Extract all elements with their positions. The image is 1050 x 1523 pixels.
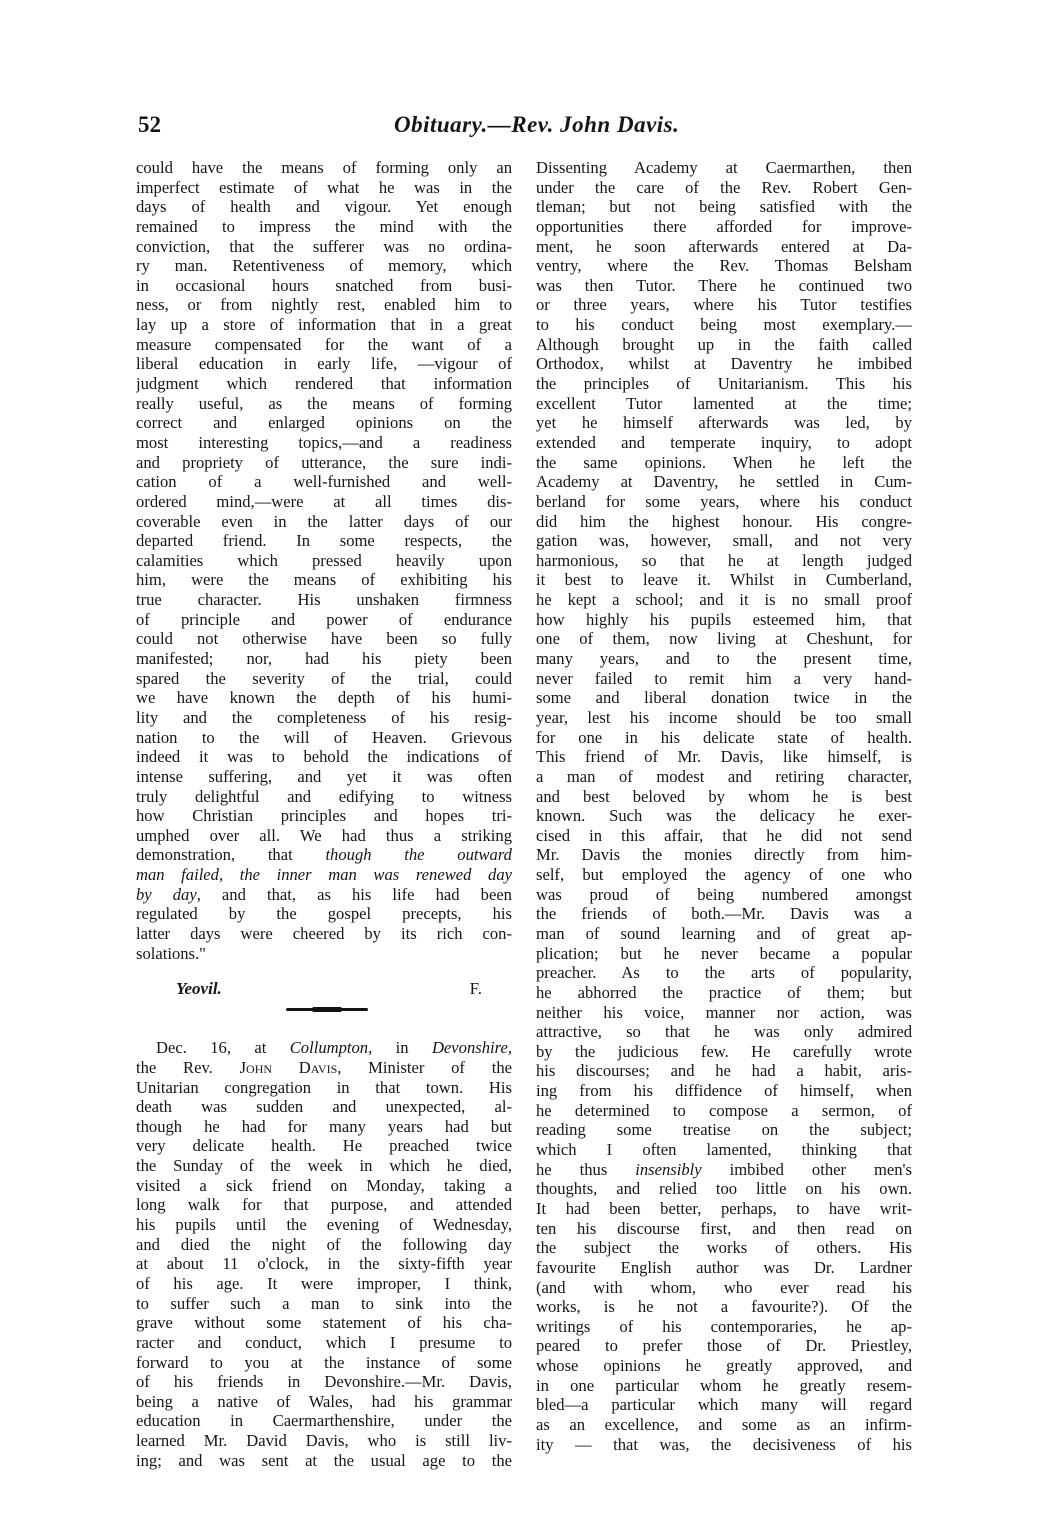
text-line: for one in his delicate state of health.	[536, 727, 912, 747]
text-line: intense suffering, and yet it was often	[136, 766, 512, 786]
text-line: indeed it was to behold the indications of	[136, 747, 512, 767]
text-line: imperfect estimate of what he was in the	[136, 177, 512, 197]
text-line: ventry, where the Rev. Thomas Belsham	[536, 256, 912, 276]
text-line: at about 11 o'clock, in the sixty-fifth year	[136, 1254, 512, 1274]
right-column	[536, 158, 912, 1454]
text-line: of principle and power of endurance	[136, 609, 512, 629]
text-line: (and with whom, who ever read his	[536, 1277, 912, 1297]
text-line: extended and temperate inquiry, to adopt	[536, 432, 912, 452]
text-line: yet he himself afterwards was led, by	[536, 413, 912, 433]
left-paragraph-2	[136, 1038, 512, 1470]
text-line: regulated by the gospel precepts, his	[136, 904, 512, 924]
text-line: did him the highest honour. His congre-	[536, 511, 912, 531]
text-span: imbibed other men's	[729, 1159, 912, 1179]
text-line: days of health and vigour. Yet enough	[136, 197, 512, 217]
text-line: could not otherwise have been so fully	[136, 629, 512, 649]
text-line: of his age. It were improper, I think,	[136, 1273, 512, 1293]
text-line: one of them, now living at Cheshunt, for	[536, 629, 912, 649]
text-line: thoughts, and relied too little on his own.	[536, 1179, 912, 1199]
text-line: ordered mind,—were at all times dis-	[136, 491, 512, 511]
text-line: writings of his contemporaries, he ap-	[536, 1316, 912, 1336]
text-line: lay up a store of information that in a great	[136, 315, 512, 335]
text-line: latter days were cheered by its rich con-	[136, 923, 512, 943]
text-line: ry man. Retentiveness of memory, which	[136, 256, 512, 276]
signoff-initial: F.	[469, 979, 482, 999]
text-line: Academy at Daventry, he settled in Cum-	[536, 472, 912, 492]
text-line: and best beloved by whom he is best	[536, 786, 912, 806]
text-line: his pupils until the evening of Wednesday,	[136, 1215, 512, 1235]
notice-name: John Davis	[239, 1057, 338, 1077]
text-line	[136, 865, 512, 885]
text-line: Orthodox, whilst at Daventry he imbibed	[536, 354, 912, 374]
text-line: correct and enlarged opinions on the	[136, 413, 512, 433]
left-paragraph-1	[136, 158, 512, 963]
text-line: calamities which pressed heavily upon	[136, 550, 512, 570]
notice-county: Devonshire	[431, 1038, 508, 1058]
text-line	[136, 845, 512, 865]
italic-phrase: by day	[136, 884, 197, 904]
text-line: or three years, where his Tutor testifies	[536, 295, 912, 315]
text-line: manifested; nor, had his piety been	[136, 649, 512, 669]
text-line: liberal education in early life, —vigour of	[136, 354, 512, 374]
text-line: self, but employed the agency of one who	[536, 865, 912, 885]
signoff-place: Yeovil.	[176, 979, 222, 999]
text-line: favourite English author was Dr. Lardner	[536, 1257, 912, 1277]
section-divider	[136, 1001, 512, 1019]
text-line: he kept a school; and it is no small proof	[536, 590, 912, 610]
text-line: of his friends in Devonshire.—Mr. Davis,	[136, 1372, 512, 1392]
text-line: ment, he soon afterwards entered at Da-	[536, 236, 912, 256]
text-line: berland for some years, where his conduct	[536, 491, 912, 511]
text-line: ing from his diffidence of himself, when	[536, 1081, 912, 1101]
text-line: as an excellence, and some as an infirm-	[536, 1415, 912, 1434]
text-line: and propriety of utterance, the sure indi-	[136, 452, 512, 472]
text-line: Although brought up in the faith called	[536, 334, 912, 354]
left-column	[136, 158, 512, 1470]
text-line	[136, 1058, 512, 1078]
text-line	[136, 1038, 512, 1058]
text-span: , Minister of the	[337, 1057, 512, 1077]
text-line: bled—a particular which many will regard	[536, 1395, 912, 1415]
text-line: being a native of Wales, had his grammar	[136, 1391, 512, 1411]
text-line: Dissenting Academy at Caermarthen, then	[536, 158, 912, 177]
text-line: man of sound learning and of great ap-	[536, 923, 912, 943]
text-line: the Sunday of the week in which he died,	[136, 1156, 512, 1176]
text-line: the subject the works of others. His	[536, 1238, 912, 1258]
text-line: death was sudden and unexpected, al-	[136, 1097, 512, 1117]
text-line: ten his discourse first, and then read on	[536, 1218, 912, 1238]
text-line: though he had for many years had but	[136, 1116, 512, 1136]
text-line: coverable even in the latter days of our	[136, 511, 512, 531]
text-line: a man of modest and retiring character,	[536, 766, 912, 786]
text-line: It had been better, perhaps, to have writ-	[536, 1198, 912, 1218]
text-line: neither his voice, manner nor action, was	[536, 1002, 912, 1022]
page-header	[138, 112, 910, 148]
text-line: under the care of the Rev. Robert Gen-	[536, 177, 912, 197]
text-line: long walk for that purpose, and attended	[136, 1195, 512, 1215]
text-line: harmonious, so that he at length judged	[536, 550, 912, 570]
text-span: the Rev.	[136, 1057, 213, 1077]
text-line: gation was, however, small, and not very	[536, 531, 912, 551]
text-line: known. Such was the delicacy he exer-	[536, 806, 912, 826]
text-line: preacher. As to the arts of popularity,	[536, 963, 912, 983]
text-line: attractive, so that he was only admired	[536, 1022, 912, 1042]
italic-phrase: though the outward	[325, 845, 512, 865]
text-line: peared to prefer those of Dr. Priestley,	[536, 1336, 912, 1356]
text-line: the principles of Unitarianism. This his	[536, 374, 912, 394]
text-line: cised in this affair, that he did not send	[536, 825, 912, 845]
notice-place: Collumpton	[289, 1038, 369, 1058]
text-span: , in	[368, 1038, 409, 1058]
text-line: by the judicious few. He carefully wrote	[536, 1041, 912, 1061]
text-line: conviction, that the sufferer was no ordina-	[136, 236, 512, 256]
text-line: was then Tutor. There he continued two	[536, 275, 912, 295]
text-line: true character. His unshaken firmness	[136, 590, 512, 610]
text-span: he thus	[536, 1159, 608, 1179]
text-line: he determined to compose a sermon, of	[536, 1100, 912, 1120]
text-line: education in Caermarthenshire, under the	[136, 1411, 512, 1431]
text-line: most interesting topics,—and a readiness	[136, 432, 512, 452]
text-line: ity — that was, the decisiveness of his	[536, 1434, 912, 1454]
text-line: grave without some statement of his cha-	[136, 1313, 512, 1333]
text-line: learned Mr. David Davis, who is still liv-	[136, 1431, 512, 1451]
text-line: forward to you at the instance of some	[136, 1352, 512, 1372]
text-line	[536, 1160, 912, 1180]
text-line: spared the severity of the trial, could	[136, 668, 512, 688]
text-line: measure compensated for the want of a	[136, 334, 512, 354]
text-line: cation of a well-furnished and well-	[136, 472, 512, 492]
text-line: it best to leave it. Whilst in Cumberland,	[536, 570, 912, 590]
italic-phrase: man failed, the inner man was renewed day	[136, 865, 512, 885]
text-line: plication; but he never became a popular	[536, 943, 912, 963]
text-line: visited a sick friend on Monday, taking a	[136, 1175, 512, 1195]
text-line: truly delightful and edifying to witness	[136, 786, 512, 806]
text-line: how Christian principles and hopes tri-	[136, 806, 512, 826]
text-line: remained to impress the mind with the	[136, 216, 512, 236]
text-line: really useful, as the means of forming	[136, 393, 512, 413]
text-line: him, were the means of exhibiting his	[136, 570, 512, 590]
text-line: judgment which rendered that information	[136, 374, 512, 394]
text-line: was proud of being numbered amongst	[536, 884, 912, 904]
text-line: and died the night of the following day	[136, 1234, 512, 1254]
page-number: 52	[138, 112, 161, 137]
text-line: we have known the depth of his humi-	[136, 688, 512, 708]
text-line: how highly his pupils esteemed him, that	[536, 609, 912, 629]
italic-word: insensibly	[635, 1159, 702, 1179]
text-span: , and that, as his life had been	[196, 884, 512, 904]
text-line: This friend of Mr. Davis, like himself, is	[536, 747, 912, 767]
text-line: opportunities there afforded for improve-	[536, 216, 912, 236]
text-line: to suffer such a man to sink into the	[136, 1293, 512, 1313]
text-line: very delicate health. He preached twice	[136, 1136, 512, 1156]
text-line: in one particular whom he greatly resem-	[536, 1375, 912, 1395]
text-line: tleman; but not being satisfied with the	[536, 197, 912, 217]
text-line: some and liberal donation twice in the	[536, 688, 912, 708]
text-line: excellent Tutor lamented at the time;	[536, 393, 912, 413]
running-head: Obituary.—Rev. John Davis.	[394, 112, 680, 137]
text-line: he abhorred the practice of them; but	[536, 982, 912, 1002]
text-line: ing; and was sent at the usual age to the	[136, 1450, 512, 1470]
signoff	[136, 977, 512, 1001]
text-line: nation to the will of Heaven. Grievous	[136, 727, 512, 747]
text-line: Mr. Davis the monies directly from him-	[536, 845, 912, 865]
text-line: Unitarian congregation in that town. His	[136, 1077, 512, 1097]
notice-date: Dec. 16, at	[156, 1038, 267, 1058]
text-line: lity and the completeness of his resig-	[136, 707, 512, 727]
text-line: ness, or from nightly rest, enabled him to	[136, 295, 512, 315]
text-line: reading some treatise on the subject;	[536, 1120, 912, 1140]
text-line: the same opinions. When he left the	[536, 452, 912, 472]
text-line: racter and conduct, which I presume to	[136, 1332, 512, 1352]
text-line: year, lest his income should be too small	[536, 707, 912, 727]
text-span: demonstration, that	[136, 845, 293, 865]
text-line: the friends of both.—Mr. Davis was a	[536, 904, 912, 924]
text-line	[136, 885, 512, 905]
divider-rule	[286, 1008, 368, 1011]
text-span: ,	[507, 1038, 512, 1058]
text-line: his discourses; and he had a habit, aris-	[536, 1061, 912, 1081]
text-line: departed friend. In some respects, the	[136, 531, 512, 551]
text-line: could have the means of forming only an	[136, 158, 512, 177]
text-line: many years, and to the present time,	[536, 649, 912, 669]
text-line: never failed to remit him a very hand-	[536, 668, 912, 688]
text-line: in occasional hours snatched from busi-	[136, 275, 512, 295]
text-line: which I often lamented, thinking that	[536, 1140, 912, 1160]
text-line: works, is he not a favourite?). Of the	[536, 1297, 912, 1317]
text-line: solations."	[136, 943, 206, 963]
text-line: to his conduct being most exemplary.—	[536, 315, 912, 335]
text-line: whose opinions he greatly approved, and	[536, 1356, 912, 1376]
text-line: umphed over all. We had thus a striking	[136, 825, 512, 845]
